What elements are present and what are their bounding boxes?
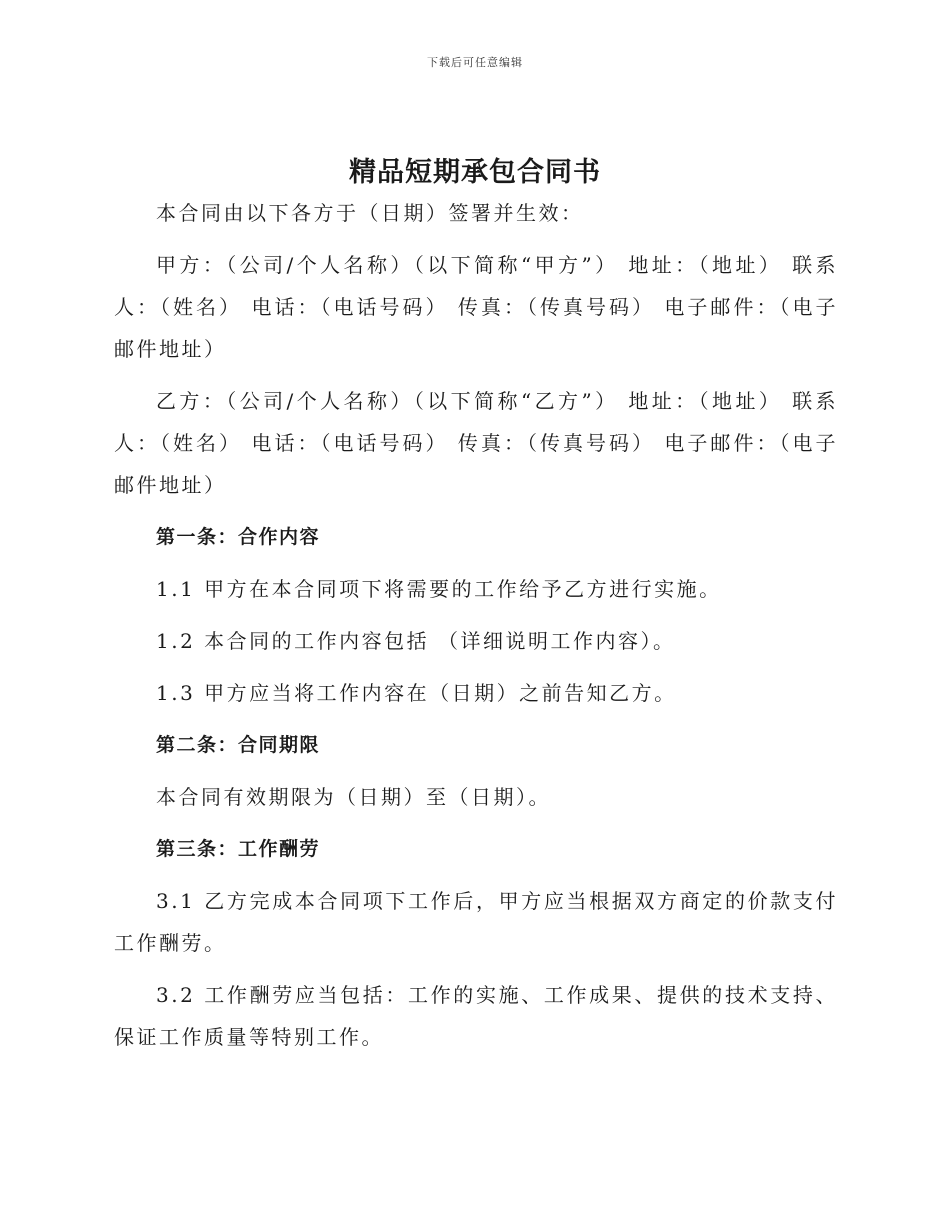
article-1-item-1: 1.1 甲方在本合同项下将需要的工作给予乙方进行实施。 [156,577,722,601]
article-2-text: 本合同有效期限为（日期）至（日期）。 [156,785,551,809]
party-b-paragraph: 乙方：（公司/个人名称）（以下简称“乙方”） 地址：（地址） 联系人：（姓名） 电话：（电话号码） 传真：（传真号码） 电子邮件：（电子邮件地址） [114,389,838,497]
article-3-item-1: 3.1 乙方完成本合同项下工作后，甲方应当根据双方商定的价款支付工作酬劳。 [114,889,838,955]
article-1-item-3: 1.3 甲方应当将工作内容在（日期）之前告知乙方。 [156,681,677,705]
header-note: 下载后可任意编辑 [427,56,523,69]
article-1-item-2: 1.2 本合同的工作内容包括 （详细说明工作内容）。 [156,629,676,653]
intro-paragraph: 本合同由以下各方于（日期）签署并生效： [156,201,584,225]
article-3-heading: 第三条：工作酬劳 [156,838,321,860]
article-3-item-2: 3.2 工作酬劳应当包括：工作的实施、工作成果、提供的技术支持、保证工作质量等特别工作。 [114,983,838,1049]
article-2-heading: 第二条：合同期限 [156,734,321,756]
document-title: 精品短期承包合同书 [349,157,601,188]
article-1-heading: 第一条：合作内容 [156,526,321,548]
document-body [114,192,838,1068]
party-a-paragraph: 甲方：（公司/个人名称）（以下简称“甲方”） 地址：（地址） 联系人：（姓名） 电话：（电话号码） 传真：（传真号码） 电子邮件：（电子邮件地址） [114,253,838,361]
